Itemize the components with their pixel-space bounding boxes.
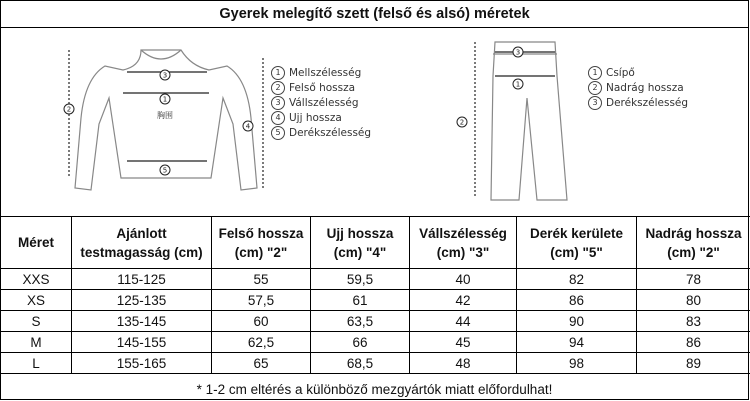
table-cell: 135-145 [72, 311, 212, 332]
sweatshirt-legend-item [271, 96, 371, 111]
col-header-sleeve-length: Ujj hossza (cm) "4" [311, 217, 410, 269]
col-header-waist: Derék kerülete (cm) "5" [517, 217, 637, 269]
col-header-pants-length: Nadrág hossza (cm) "2" [637, 217, 750, 269]
table-cell: 90 [517, 311, 637, 332]
table-row [1, 353, 750, 374]
col-header-size: Méret [1, 217, 72, 269]
table-cell: 125-135 [72, 290, 212, 311]
table-cell: XXS [1, 269, 72, 290]
legend-label: Nadrág hossza [606, 82, 684, 94]
table-cell: 115-125 [72, 269, 212, 290]
pants-legend-item [588, 96, 688, 111]
svg-text:3: 3 [162, 71, 168, 80]
table-cell: 42 [410, 290, 517, 311]
pants-markers [457, 47, 523, 127]
table-cell: 44 [410, 311, 517, 332]
table-cell: 89 [637, 353, 750, 374]
table-row [1, 290, 750, 311]
garment-illustration [1, 28, 750, 216]
table-cell: 68,5 [311, 353, 410, 374]
table-cell: 63,5 [311, 311, 410, 332]
col-header-height: Ajánlott testmagasság (cm) [72, 217, 212, 269]
legend-label: Derékszélesség [289, 127, 372, 139]
legend-number: 4 [271, 111, 285, 125]
table-cell: 65 [212, 353, 311, 374]
svg-text:2: 2 [66, 105, 72, 114]
table-cell: 155-165 [72, 353, 212, 374]
chart-title: Gyerek melegítő szett (felső és alsó) méretek [1, 1, 748, 28]
legend-label: Felső hossza [289, 82, 356, 94]
table-cell: 55 [212, 269, 311, 290]
legend-label: Csípő [606, 67, 635, 79]
table-cell: 86 [517, 290, 637, 311]
pants-legend [588, 66, 688, 111]
legend-label: Ujj hossza [289, 112, 342, 124]
legend-label: Mellszélesség [289, 67, 362, 79]
table-cell: S [1, 311, 72, 332]
table-cell: 59,5 [311, 269, 410, 290]
sweatshirt-legend-item [271, 126, 371, 141]
table-cell: 78 [637, 269, 750, 290]
pants-legend-item [588, 81, 688, 96]
svg-text:1: 1 [162, 95, 168, 104]
table-row [1, 311, 750, 332]
pants-drawing [491, 42, 567, 200]
table-cell: 94 [517, 332, 637, 353]
table-header-row [1, 217, 750, 269]
svg-text:4: 4 [245, 122, 251, 131]
sweatshirt-markers [64, 70, 253, 175]
table-cell: L [1, 353, 72, 374]
table-cell: 61 [311, 290, 410, 311]
table-cell: M [1, 332, 72, 353]
table-cell: 145-155 [72, 332, 212, 353]
svg-text:1: 1 [515, 80, 521, 89]
table-body [1, 269, 750, 374]
table-cell: 82 [517, 269, 637, 290]
legend-number: 5 [271, 126, 285, 140]
table-cell: 66 [311, 332, 410, 353]
table-cell: XS [1, 290, 72, 311]
svg-text:2: 2 [459, 118, 465, 127]
table-cell: 62,5 [212, 332, 311, 353]
table-cell: 60 [212, 311, 311, 332]
legend-number: 3 [588, 96, 602, 110]
table-cell: 98 [517, 353, 637, 374]
col-header-shoulder-width: Vállszélesség (cm) "3" [410, 217, 517, 269]
table-cell: 80 [637, 290, 750, 311]
measurement-diagram [1, 28, 748, 216]
col-header-top-length: Felső hossza (cm) "2" [212, 217, 311, 269]
footnote: * 1-2 cm eltérés a különböző mezgyártók miatt előfordulhat! [196, 381, 553, 397]
legend-number: 3 [271, 96, 285, 110]
legend-label: Derékszélesség [606, 97, 689, 109]
svg-text:5: 5 [162, 166, 168, 175]
svg-text:3: 3 [515, 48, 521, 57]
table-cell: 45 [410, 332, 517, 353]
pants-legend-item [588, 66, 688, 81]
table-cell: 86 [637, 332, 750, 353]
legend-number: 1 [588, 66, 602, 80]
table-cell: 40 [410, 269, 517, 290]
legend-number: 2 [271, 81, 285, 95]
table-cell: 48 [410, 353, 517, 374]
sweatshirt-legend-item [271, 66, 371, 81]
sweatshirt-legend-item [271, 111, 371, 126]
chest-tag: 胸围 [157, 111, 173, 120]
size-table [1, 216, 750, 374]
pants-measure-lines [475, 42, 555, 198]
legend-number: 2 [588, 81, 602, 95]
table-cell: 83 [637, 311, 750, 332]
table-row [1, 269, 750, 290]
legend-number: 1 [271, 66, 285, 80]
legend-label: Vállszélesség [289, 97, 359, 109]
table-row [1, 332, 750, 353]
sweatshirt-legend [271, 66, 371, 141]
table-cell: 57,5 [212, 290, 311, 311]
sweatshirt-legend-item [271, 81, 371, 96]
